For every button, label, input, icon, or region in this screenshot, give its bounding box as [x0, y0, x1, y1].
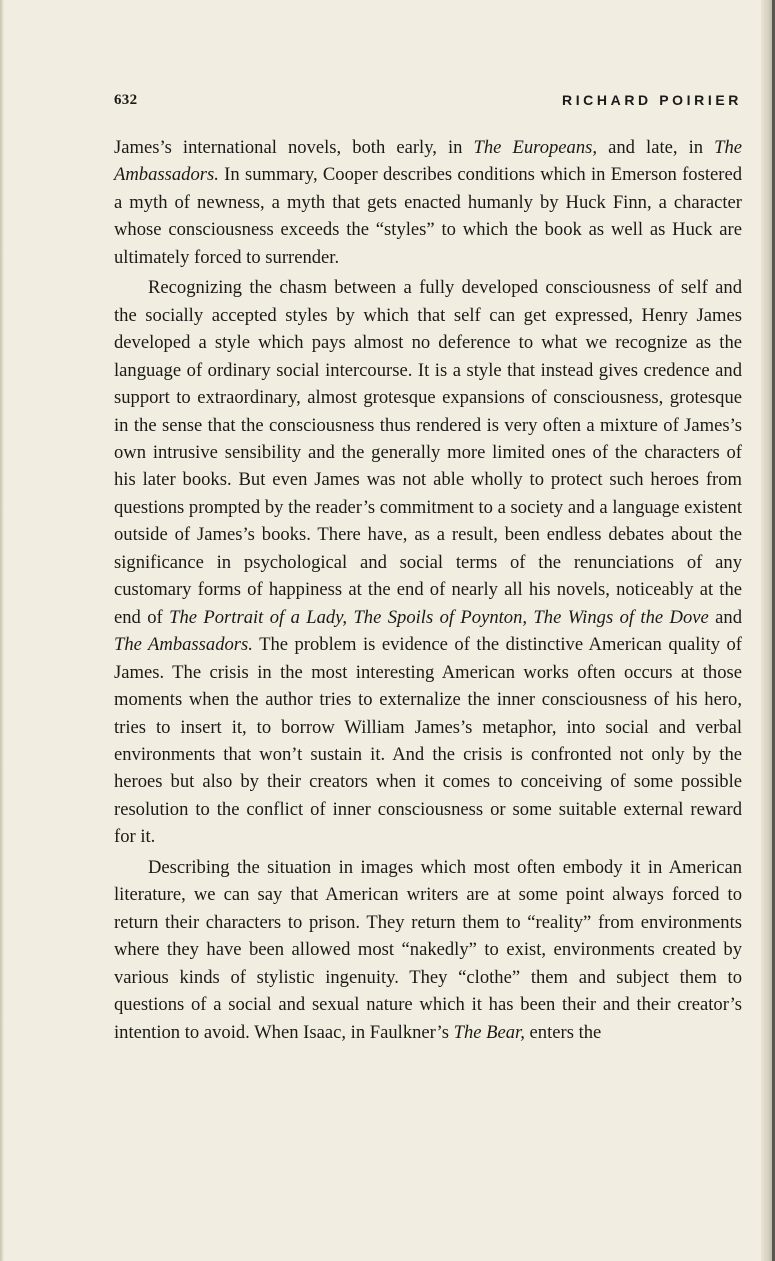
- paragraph-3: Describing the situation in images which most often embody it in American literature, we can say that American writers are at some point always forced to return their characters to prison. They return them to “reality” from environments where they have been allowed most “nakedly” to exist, environments created by various kinds of stylistic ingenuity. They “clothe” them and subject them to questions of a social and sexual nature which it has been their and their creator’s intention to avoid. When Isaac, in Faulkner’s The Bear, enters the: [114, 856, 742, 1043]
- body-text: [114, 134, 742, 1046]
- page-number: 632: [114, 92, 138, 108]
- italic-title: The Europeans,: [473, 137, 598, 158]
- italic-title: The Portrait of a Lady, The Spoils of Poynton, The Wings of the Dove: [169, 606, 709, 628]
- page-gutter-shadow: [0, 0, 4, 1261]
- running-head-author: RICHARD POIRIER: [561, 92, 742, 108]
- italic-title: The Bear,: [453, 1021, 525, 1043]
- italic-title: The Ambassadors.: [114, 634, 253, 656]
- paragraph-1: James’s international novels, both early, in The Europeans, and late, in The Ambassadors. In summary, Cooper describes conditions which in Emerson fostered a myth of newness, a myth that gets enacted humanly by Huck Finn, a character whose consciousness exceeds the “styles” to which the book as well as Huck are ultimately forced to surrender.: [114, 137, 743, 268]
- italic-title: The Ambassadors.: [114, 137, 743, 186]
- paragraph-2: Recognizing the chasm between a fully developed consciousness of self and the socially accepted styles by which that self can get expressed, Henry James developed a style which pays almost no deference to what we recognize as the language of ordinary social intercourse. It is a style that instead gives credence and support to extraordinary, almost grotesque expansions of consciousness, grotesque in the sense that the consciousness thus rendered is very often a mixture of James’s own intrusive sensibility and the generally more limited ones of the characters of his later books. But even James was not able wholly to protect such heroes from questions prompted by the reader’s commitment to a society and a language existent outside of James’s books. There have, as a result, been endless debates about the significance in psychological and social terms of the renunciations of any customary forms of happiness at the end of nearly all his novels, noticeably at the end of The Portrait of a Lady, The Spoils of Poynton, The Wings of the Dove and The Ambassadors. The problem is evidence of the distinctive American quality of James. The crisis in the most interesting American works often occurs at those moments when the author tries to externalize the inner consciousness of his hero, tries to insert it, to borrow William James’s metaphor, into social and verbal environments that won’t sustain it. And the crisis is confronted not only by the heroes but also by their creators when it comes to conceiving of some possible resolution to the conflict of inner consciousness or some suitable external reward for it.: [114, 277, 743, 848]
- page-header: [114, 92, 742, 116]
